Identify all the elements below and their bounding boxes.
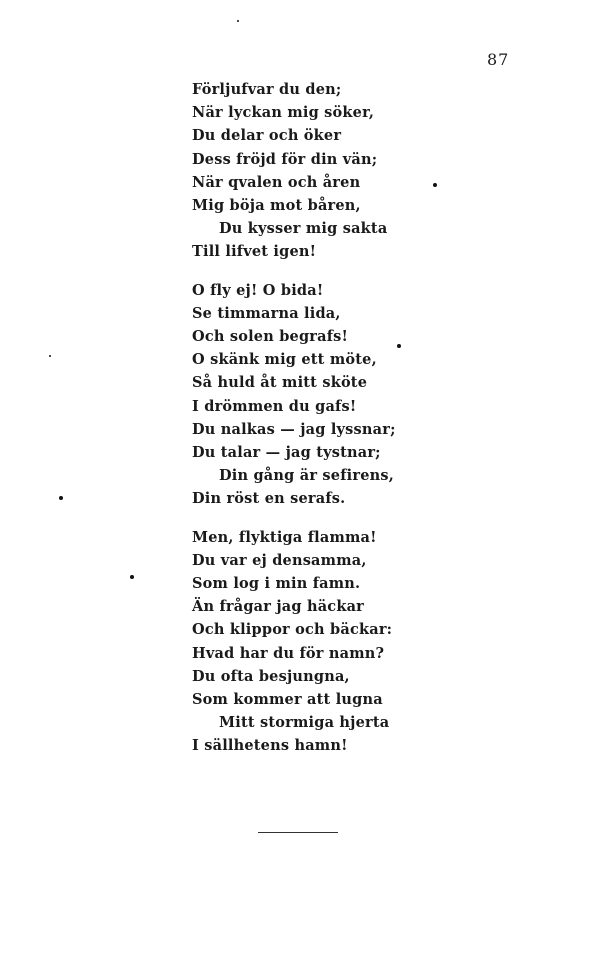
poem-line: Mig böja mot båren, [192,197,361,215]
poem-line: Du nalkas — jag lyssnar; [192,420,396,438]
stanza [192,279,512,511]
print-speck [130,575,134,579]
poem-line: Till lifvet igen! [192,243,317,261]
page-number: 87 [487,50,510,69]
poem-line: Än frågar jag häckar [192,598,365,616]
poem-line: Se timmarna lida, [192,304,341,322]
poem-line: Hvad har du för namn? [192,644,385,662]
poem-line: Och klippor och bäckar: [192,621,393,639]
stanza [192,526,512,758]
print-speck [237,20,239,22]
poem-line: Som kommer att lugna [192,691,383,709]
poem-line: Mitt stormiga hjerta [219,714,390,732]
poem-line: O fly ej! O bida! [192,281,324,299]
poem-line: I sällhetens hamn! [192,737,348,755]
poem-line: Din gång är sefirens, [219,467,394,485]
poem-line: Som log i min famn. [192,575,361,593]
stanza [192,78,512,264]
poem-line: Du delar och öker [192,127,342,145]
poem-line: Du var ej densamma, [192,551,367,569]
poem-line: Förljufvar du den; [192,81,342,98]
poem-line: Din röst en serafs. [192,490,346,508]
poem-line: När lyckan mig söker, [192,104,375,122]
poem-line: Du talar — jag tystnar; [192,444,381,462]
print-speck [433,183,437,187]
end-rule [258,832,338,833]
poem-line: Du kysser mig sakta [219,220,388,238]
print-speck [397,344,401,348]
poem-line: Så huld åt mitt sköte [192,374,368,392]
poem-line: Dess fröjd för din vän; [192,150,378,168]
poem-line: Och solen begrafs! [192,328,349,346]
poem-line: I drömmen du gafs! [192,397,357,415]
poem-line: När qvalen och åren [192,173,361,191]
poem-line: Men, flyktiga flamma! [192,528,377,546]
print-speck [59,496,63,500]
poem-line: Du ofta besjungna, [192,667,350,685]
print-speck [49,355,51,357]
poem [192,78,512,773]
poem-line: O skänk mig ett möte, [192,351,377,369]
